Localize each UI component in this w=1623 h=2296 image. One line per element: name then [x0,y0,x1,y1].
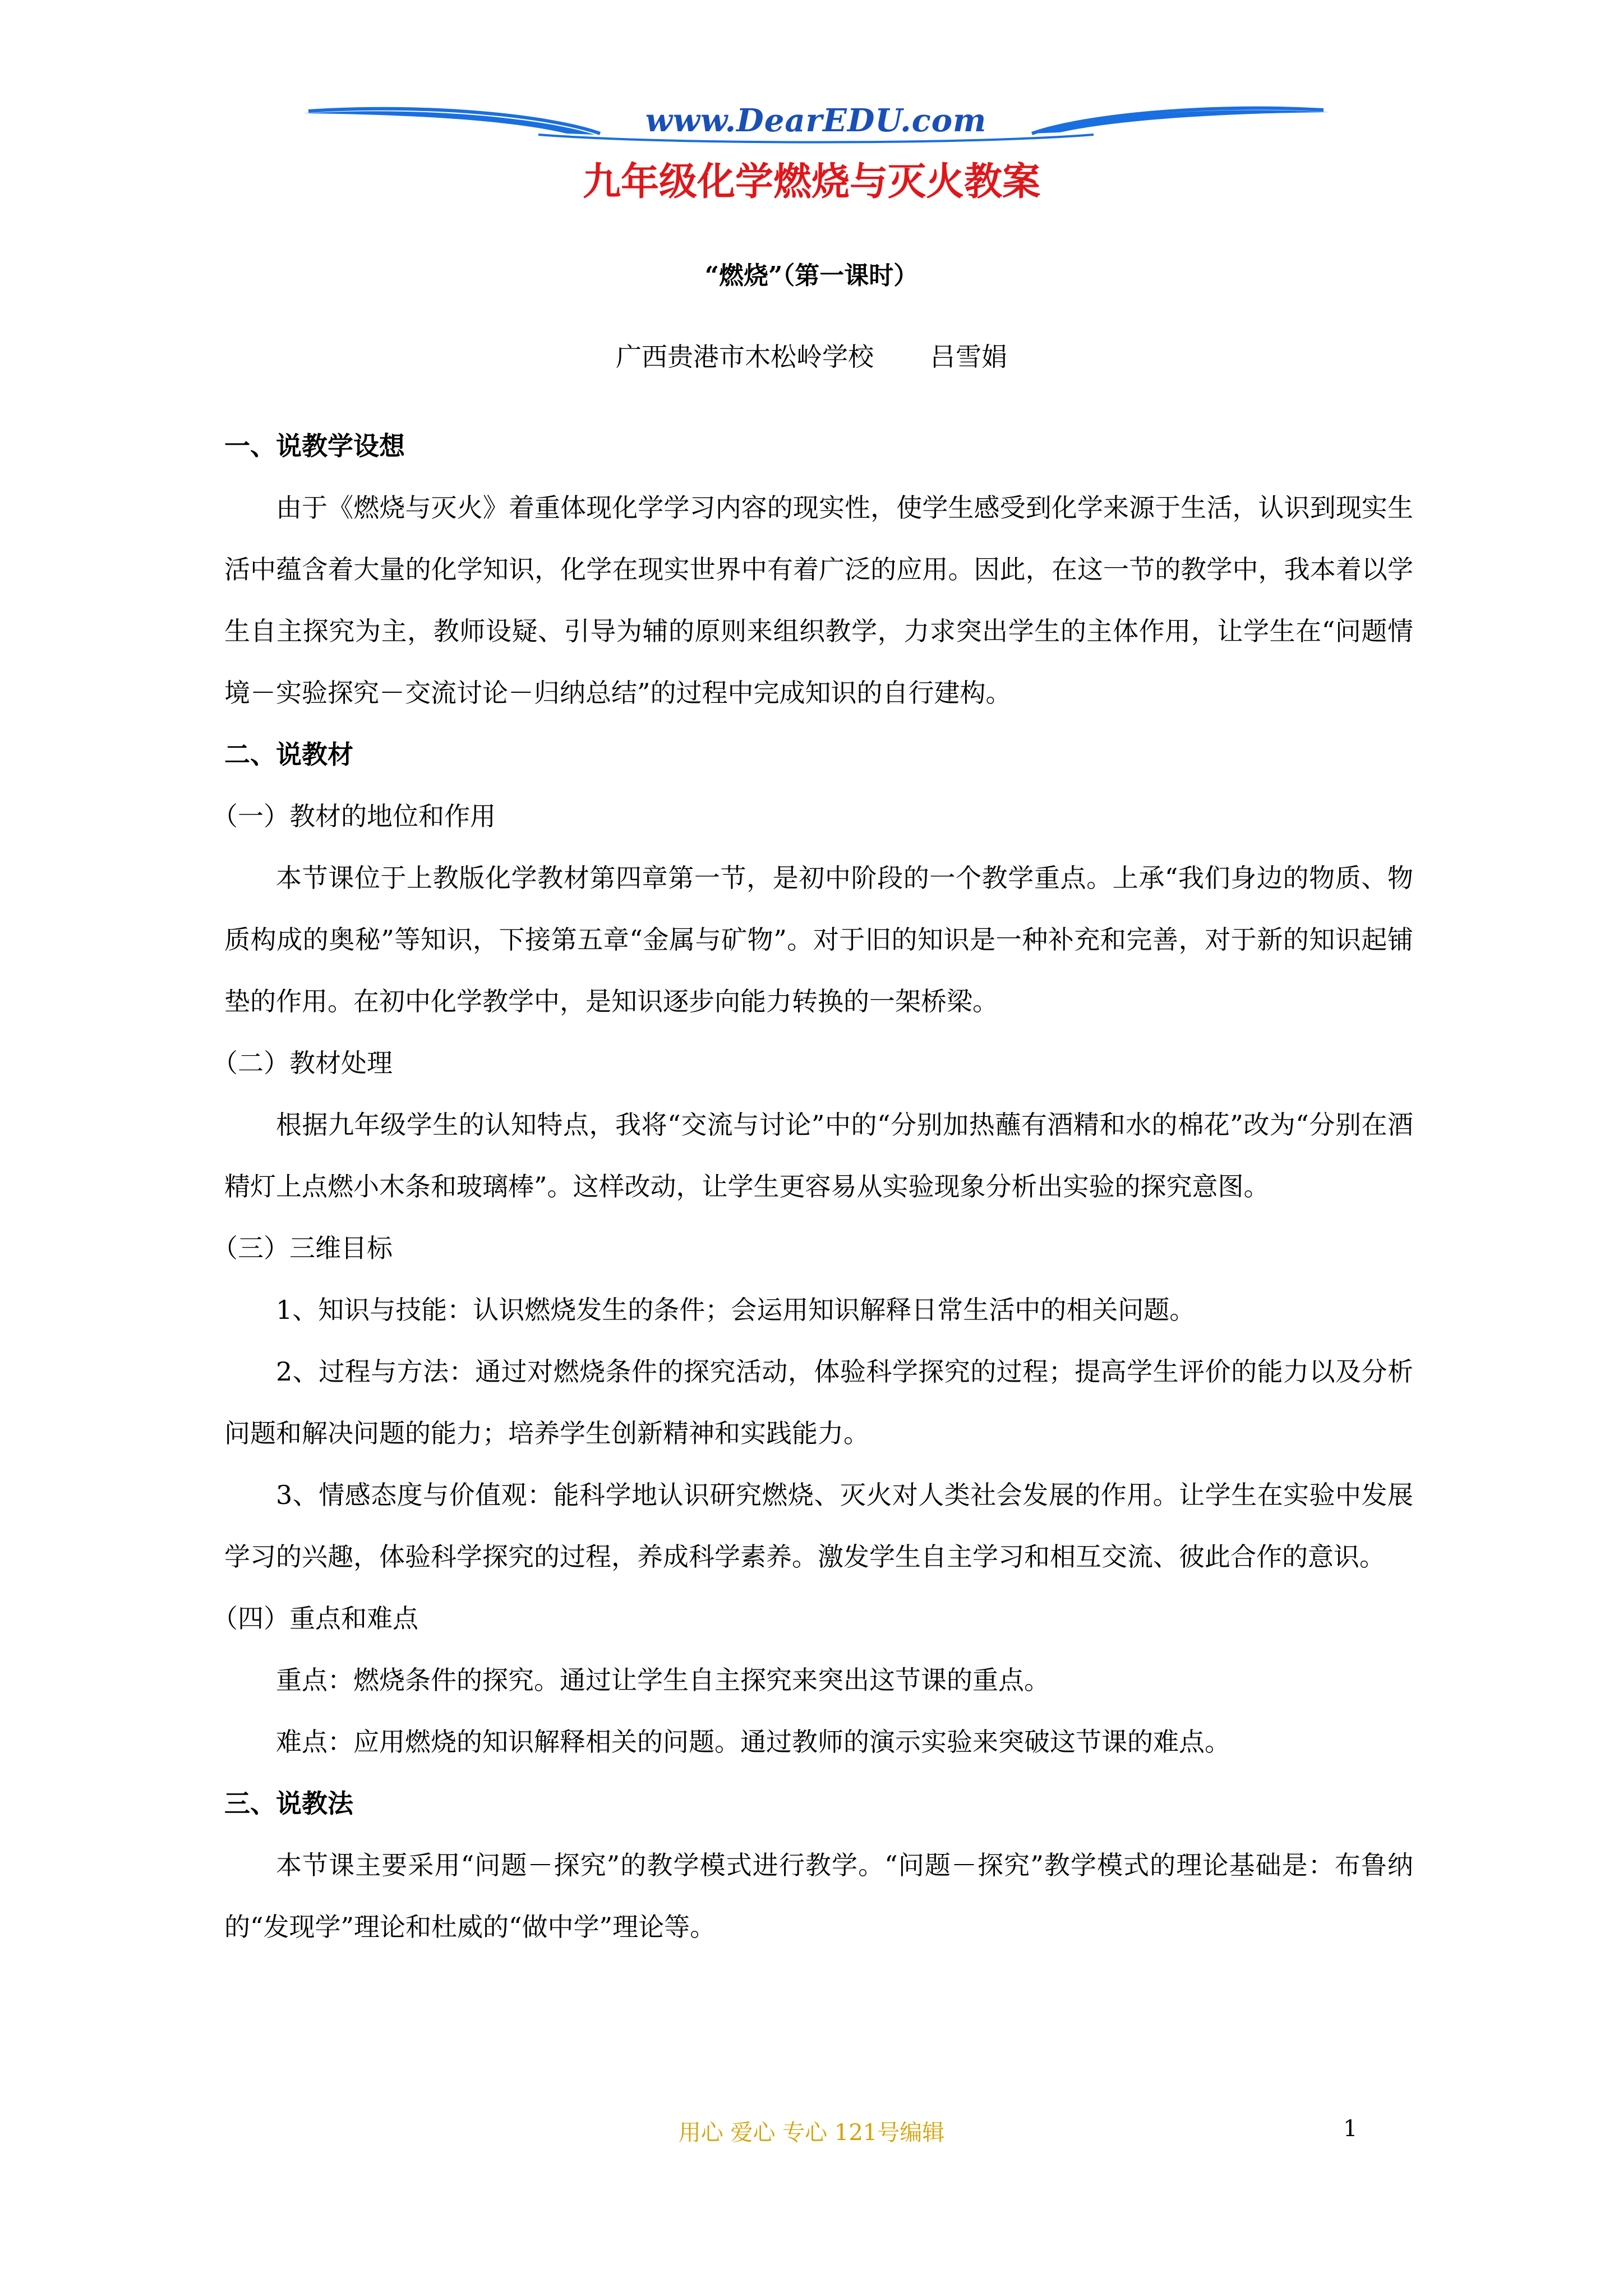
section-heading: 一、说教学设想 [224,431,405,461]
footer-note: 用心 爱心 专心 121号编辑 [678,2120,945,2146]
goal-item: 3、情感态度与价值观：能科学地认识研究燃烧、灭火对人类社会发展的作用。让学生在实验中发展学习的兴趣，体验科学探究的过程，养成科学素养。激发学生自主学习和相互交流、彼此合作的意识。 [224,1480,1413,1572]
subsection-heading: （二）教材处理 [212,1048,393,1078]
paragraph: 本节课主要采用“问题－探究”的教学模式进行教学。“问题－探究”教学模式的理论基础是：布鲁纳的“发现学”理论和杜威的“做中学”理论等。 [224,1850,1413,1942]
goal-item: 2、过程与方法：通过对燃烧条件的探究活动，体验科学探究的过程；提高学生评价的能力以及分析问题和解决问题的能力；培养学生创新精神和实践能力。 [224,1356,1413,1448]
site-url[interactable]: www.DearEDU.com [645,102,987,139]
subsection-heading: （一）教材的地位和作用 [212,801,496,831]
paragraph: 由于《燃烧与灭火》着重体现化学学习内容的现实性，使学生感受到化学来源于生活，认识到现实生活中蕴含着大量的化学知识，化学在现实世界中有着广泛的应用。因此，在这一节的教学中，我本着以学生自主探究为主，教师设疑、引导为辅的原则来组织教学，力求突出学生的主体作用，让学生在“问题情境－实验探究－交流讨论－归纳总结”的过程中完成知识的自行建构。 [224,493,1413,708]
author-name: 吕雪娟 [930,342,1007,372]
page-number: 1 [1343,2116,1358,2142]
author-line [0,337,1623,374]
subsection-heading: （三）三维目标 [212,1233,393,1263]
author-school: 广西贵港市木松岭学校 [616,342,874,372]
paragraph: 本节课位于上教版化学教材第四章第一节，是初中阶段的一个教学重点。上承“我们身边的物质、物质构成的奥秘”等知识，下接第五章“金属与矿物”。对于旧的知识是一种补充和完善，对于新的知识起铺垫的作用。在初中化学教学中，是知识逐步向能力转换的一架桥梁。 [224,863,1413,1016]
subsection-heading: （四）重点和难点 [212,1603,418,1634]
key-point: 重点：燃烧条件的探究。通过让学生自主探究来突出这节课的重点。 [276,1665,1050,1695]
goal-item: 1、知识与技能：认识燃烧发生的条件；会运用知识解释日常生活中的相关问题。 [276,1295,1196,1325]
document-body [212,415,1413,1958]
section-heading: 三、说教法 [224,1788,353,1819]
section-heading: 二、说教材 [224,739,353,770]
site-banner [303,101,1329,157]
document-title: 九年级化学燃烧与灭火教案 [582,159,1040,204]
difficult-point: 难点：应用燃烧的知识解释相关的问题。通过教师的演示实验来突破这节课的难点。 [276,1727,1230,1757]
paragraph: 根据九年级学生的认知特点，我将“交流与讨论”中的“分别加热蘸有酒精和水的棉花”改为“分别在酒精灯上点燃小木条和玻璃棒”。这样改动，让学生更容易从实验现象分析出实验的探究意图。 [224,1110,1413,1202]
lesson-subtitle: “燃烧”（第一课时） [704,261,919,290]
